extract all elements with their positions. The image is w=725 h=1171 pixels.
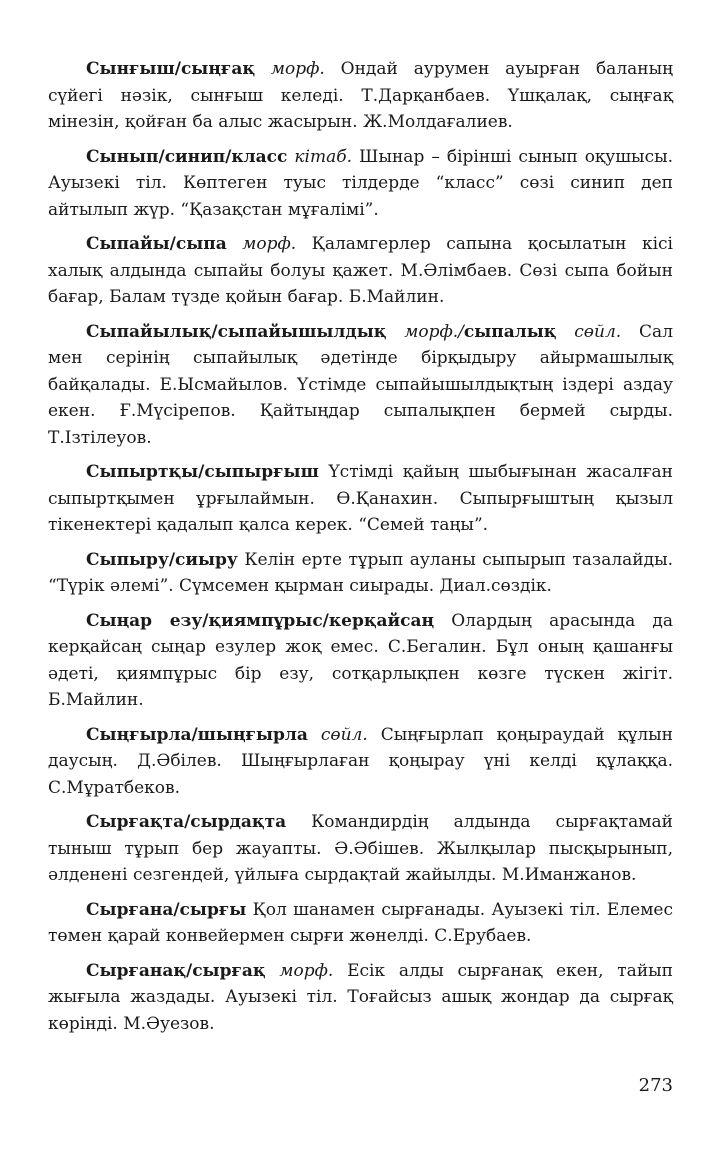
dictionary-entry xyxy=(48,144,673,224)
entry-text: Есік алды сырғанақ екен, тайып жығыла жаздады. Ауызекі тіл. Тоғайсыз ашық жондар да сырғақ көрінді. М.Әуезов. xyxy=(48,960,674,1034)
entry-text: Келін ерте тұрып ауланы сыпырып тазалайды. “Түрік әлемі”. Сүмсемен қырман сиырады. Диал.сөздік. xyxy=(48,549,674,596)
dictionary-entry xyxy=(48,809,673,889)
entry-headword: Сырғанақ/сырғақ xyxy=(86,960,266,981)
entry-text: Командирдің алдында сырғақтамай тыныш тұрып бер жауапты. Ә.Әбішев. Жылқылар пысқырынып, әлденені сезгендей, үйлыға сырдақтай жайылды. М.Иманжанов. xyxy=(48,812,673,885)
entry-text: Үстімді қайың шыбығынан жасалған сыпыртқымен ұрғылаймын. Ө.Қанахин. Сыпырғыштың қызыл тікенектері қадалып қалса керек. “Семей таңы”. xyxy=(48,462,673,535)
entry-label: морф. xyxy=(270,59,325,79)
entry-text: Сал мен серінің сыпайылық әдетінде бірқыдыру айырмашылық байқалады. Е.Ысмайылов. Үстімде сыпайышылдықтың іздері аздау екен. Ғ.Мүсірепов. Қайтыңдар сыпалықпен бермей сырды. Т.Ізтілеуов. xyxy=(48,321,673,448)
entry-headword: Сыпыртқы/сыпырғыш xyxy=(86,462,319,482)
dictionary-entry xyxy=(48,547,673,600)
entry-label: морф./ xyxy=(404,321,464,342)
dictionary-entry xyxy=(48,56,673,136)
dictionary-entry xyxy=(48,722,673,802)
entry-headword: Сыпайылық/сыпайышылдық xyxy=(86,321,387,342)
entry-label-secondary: сөйл. xyxy=(574,321,622,342)
dictionary-entry xyxy=(48,897,673,950)
entry-label: морф. xyxy=(242,234,297,254)
dictionary-page xyxy=(48,56,673,1045)
entry-headword-secondary: сыпалық xyxy=(463,321,557,342)
entry-headword: Сыңар езу/қиямпұрыс/керқайсаң xyxy=(86,610,435,631)
entry-text: Олардың арасында да керқайсаң сыңар езулер жоқ емес. С.Бегалин. Бұл оның қашанғы әдеті, қиямпұрыс бір езу, сотқарлықпен көзге түскен жігіт. Б.Майлин. xyxy=(48,610,674,710)
entry-headword: Сыңғырла/шыңғырла xyxy=(86,724,308,745)
entry-label: сөйл. xyxy=(320,724,368,745)
page-number: 273 xyxy=(638,1075,673,1096)
entry-headword: Сыпыру/сиыру xyxy=(86,549,238,570)
dictionary-entry xyxy=(48,459,673,539)
dictionary-entry xyxy=(48,608,673,714)
entry-headword: Сынып/синип/класс xyxy=(86,146,288,167)
entry-headword: Сынғыш/сыңғақ xyxy=(86,59,255,79)
entry-headword: Сырғақта/сырдақта xyxy=(86,812,287,832)
entry-headword: Сыпайы/сыпа xyxy=(86,234,227,254)
entry-text: Шынар – бірінші сынып оқушысы. Ауызекі тіл. Көптеген туыс тілдерде “класс” сөзі синип деп айтылып жүр. “Қазақстан мұғалімі”. xyxy=(48,146,674,220)
entry-label: кітаб. xyxy=(294,146,353,167)
entry-headword: Сырғана/сырғы xyxy=(86,899,247,920)
entry-label: морф. xyxy=(279,960,334,981)
entry-text: Сыңғырлап қоңыраудай құлын даусың. Д.Әбілев. Шыңғырлаған қоңырау үні келді құлаққа. С.Мұратбеков. xyxy=(48,724,674,798)
entry-text: Қол шанамен сырғанады. Ауызекі тіл. Елемес төмен қарай конвейермен сырғи жөнелді. С.Ерубаев. xyxy=(48,899,673,946)
entry-text: Қаламгерлер сапына қосылатын кісі халық алдында сыпайы болуы қажет. М.Әлімбаев. Сөзі сыпа бойын бағар, Балам түзде қойын бағар. Б.Майлин. xyxy=(48,234,673,307)
dictionary-entry xyxy=(48,319,673,452)
dictionary-entry xyxy=(48,958,673,1038)
entry-text: Ондай аурумен ауырған баланың сүйегі нәзік, сынғыш келеді. Т.Дарқанбаев. Үшқалақ, сыңғақ мінезін, қойған ба алыс жасырын. Ж.Молдағалиев. xyxy=(48,59,674,132)
dictionary-entry xyxy=(48,231,673,311)
